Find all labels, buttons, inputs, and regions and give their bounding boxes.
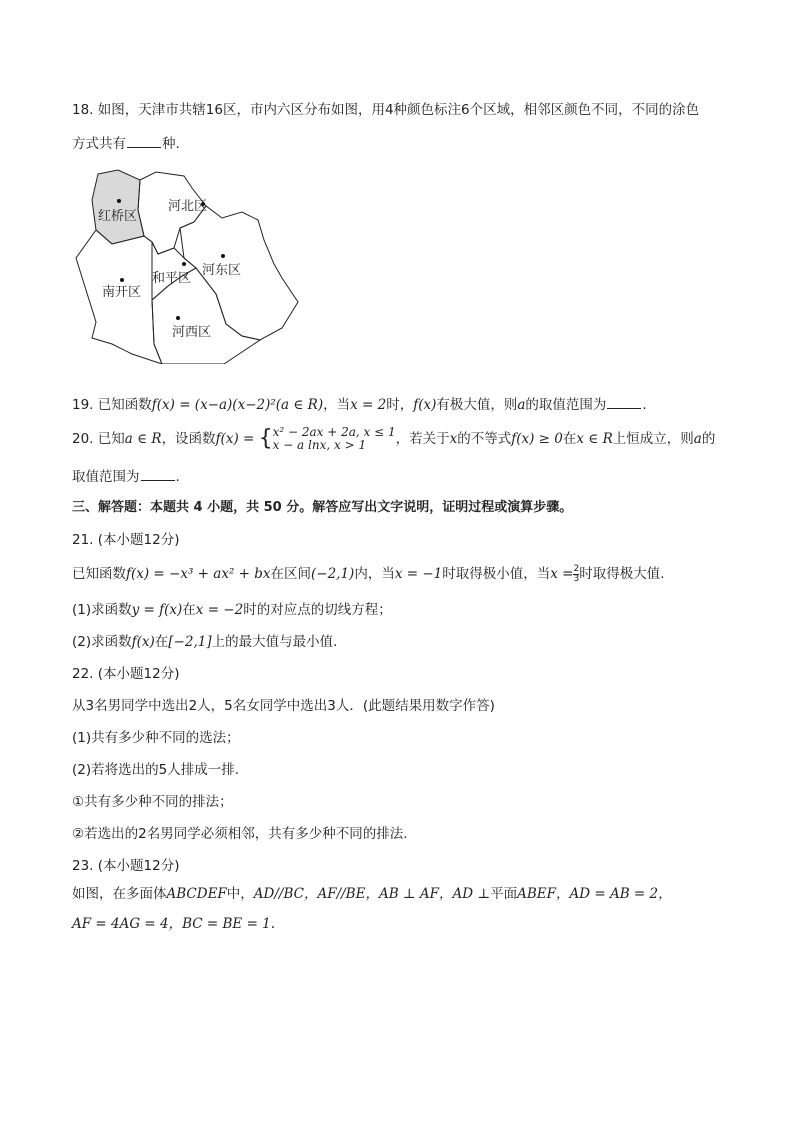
- q20-text: 上恒成立，则: [612, 431, 694, 447]
- q19-text: 有极大值，则: [436, 397, 518, 413]
- q21-part2: [72, 632, 337, 652]
- q23-title: 23. (本小题12分): [72, 858, 180, 874]
- case-1: x² − 2ax + 2a, x ≤ 1: [272, 425, 396, 439]
- q20-inequality: f(x) ≥ 0: [511, 431, 563, 447]
- q23-conditions: AF = 4AG = 4，BC = BE = 1.: [72, 916, 276, 932]
- label-nankai: 南开区: [102, 285, 142, 300]
- q21-text: 时取得极小值，当: [442, 566, 551, 582]
- q21-text: 已知函数: [72, 566, 126, 582]
- q23-text: 平面: [490, 886, 518, 902]
- q18-line1: 18. 如图，天津市共辖16区，市内六区分布如图，用4种颜色标注6个区域，相邻区颜色不同，不同的涂色: [72, 102, 700, 118]
- label-hongqiao: 红桥区: [98, 209, 138, 224]
- q21-condition: x = −1: [394, 566, 443, 582]
- q22-part2: (2)若将选出的5人排成一排.: [72, 762, 240, 778]
- q20-x: x: [449, 431, 458, 447]
- q21-text: 内，当: [354, 566, 395, 582]
- q20-domain: x ∈ R: [576, 431, 613, 447]
- q19-a: a: [517, 397, 526, 413]
- q18-line2: [72, 133, 180, 154]
- q22-title: 22. (本小题12分): [72, 666, 180, 682]
- q21-text: 在: [182, 602, 196, 618]
- answer-blank[interactable]: [127, 133, 161, 148]
- q20-text: 的: [701, 431, 716, 447]
- q20-text: ，设函数: [161, 431, 216, 447]
- q22-stem: 从3名男同学中选出2人，5名女同学中选出3人．(此题结果用数字作答): [72, 698, 495, 714]
- q22-part2a: ①共有多少种不同的排法；: [72, 794, 233, 810]
- q21-text: 在区间: [270, 566, 311, 582]
- label-heping: 和平区: [152, 271, 192, 286]
- fraction-numerator: 2: [573, 563, 580, 574]
- label-hebei: 河北区: [168, 199, 208, 214]
- brace-icon: {: [258, 426, 273, 451]
- answer-blank[interactable]: [141, 466, 175, 481]
- q19-function: f(x) = (x−a)(x−2)²(a ∈ R): [151, 397, 324, 413]
- q23-text: 中，: [226, 886, 254, 902]
- q21-function: f(x): [131, 634, 155, 650]
- section-heading: 三、解答题：本题共 4 小题，共 50 分。解答应写出文字说明，证明过程或演算步骤。: [72, 500, 573, 515]
- q20-text: 的不等式: [457, 431, 512, 447]
- q19-text: 时，: [386, 397, 414, 413]
- q21-interval: [−2,1]: [168, 634, 212, 650]
- q20-line2: [72, 466, 180, 487]
- q23-line1: [72, 884, 672, 904]
- q20-text: 20. 已知: [72, 431, 125, 447]
- q23-plane: ABEF，AD = AB = 2，: [517, 886, 672, 902]
- district-map: [72, 168, 304, 364]
- q20-text: .: [175, 469, 180, 485]
- q23-line2: [72, 914, 275, 934]
- q20-text: ，若关于: [395, 431, 450, 447]
- case-2: x − a lnx, x > 1: [272, 438, 367, 452]
- q22-part1: (1)共有多少种不同的选法；: [72, 730, 240, 746]
- q19-text: ，当: [323, 397, 351, 413]
- q21-condition: x = −2: [195, 602, 244, 618]
- q19-text: 的取值范围为: [525, 397, 607, 413]
- q23-text: 如图，在多面体: [72, 886, 167, 902]
- q19-fx: f(x): [413, 397, 437, 413]
- fraction-denominator: 3: [573, 573, 580, 584]
- label-hexi: 河西区: [172, 325, 212, 340]
- q20-function: f(x) =: [215, 431, 255, 447]
- q21-text: (2)求函数: [72, 634, 132, 650]
- answer-blank[interactable]: [607, 394, 641, 409]
- q20-a: a: [693, 431, 702, 447]
- q19-text: 19. 已知函数: [72, 397, 152, 413]
- q23-conditions: AD//BC，AF//BE，AB ⊥ AF，AD ⊥: [253, 886, 491, 902]
- q21-condition: x =: [550, 566, 574, 582]
- q22-part2b: ②若选出的2名男同学必须相邻，共有多少种不同的排法.: [72, 826, 408, 842]
- q21-text: 上的最大值与最小值.: [211, 634, 338, 650]
- q21-text: 时取得极大值.: [579, 566, 665, 582]
- q21-stem: [72, 564, 665, 584]
- q21-text: (1)求函数: [72, 602, 132, 618]
- q21-text: 时的对应点的切线方程；: [243, 602, 392, 618]
- q19-line: [72, 394, 647, 415]
- q23-solid: ABCDEF: [166, 886, 227, 902]
- q20-condition: a ∈ R: [124, 431, 162, 447]
- q18-text: 方式共有: [72, 136, 126, 152]
- piecewise-cases: [273, 426, 396, 452]
- q18-text-end: 种.: [162, 136, 180, 152]
- q20-line1: [72, 426, 715, 452]
- label-hedong: 河东区: [202, 263, 242, 278]
- q19-text: .: [642, 397, 647, 413]
- q21-function: f(x) = −x³ + ax² + bx: [126, 566, 271, 582]
- q21-interval: (−2,1): [311, 566, 355, 582]
- q20-text: 取值范围为: [72, 469, 140, 485]
- q21-text: 在: [154, 634, 169, 650]
- q21-function: y = f(x): [131, 602, 183, 618]
- q21-title: 21. (本小题12分): [72, 532, 180, 548]
- q20-text: 在: [562, 431, 577, 447]
- q21-part1: [72, 600, 392, 620]
- q19-condition: x = 2: [350, 397, 387, 413]
